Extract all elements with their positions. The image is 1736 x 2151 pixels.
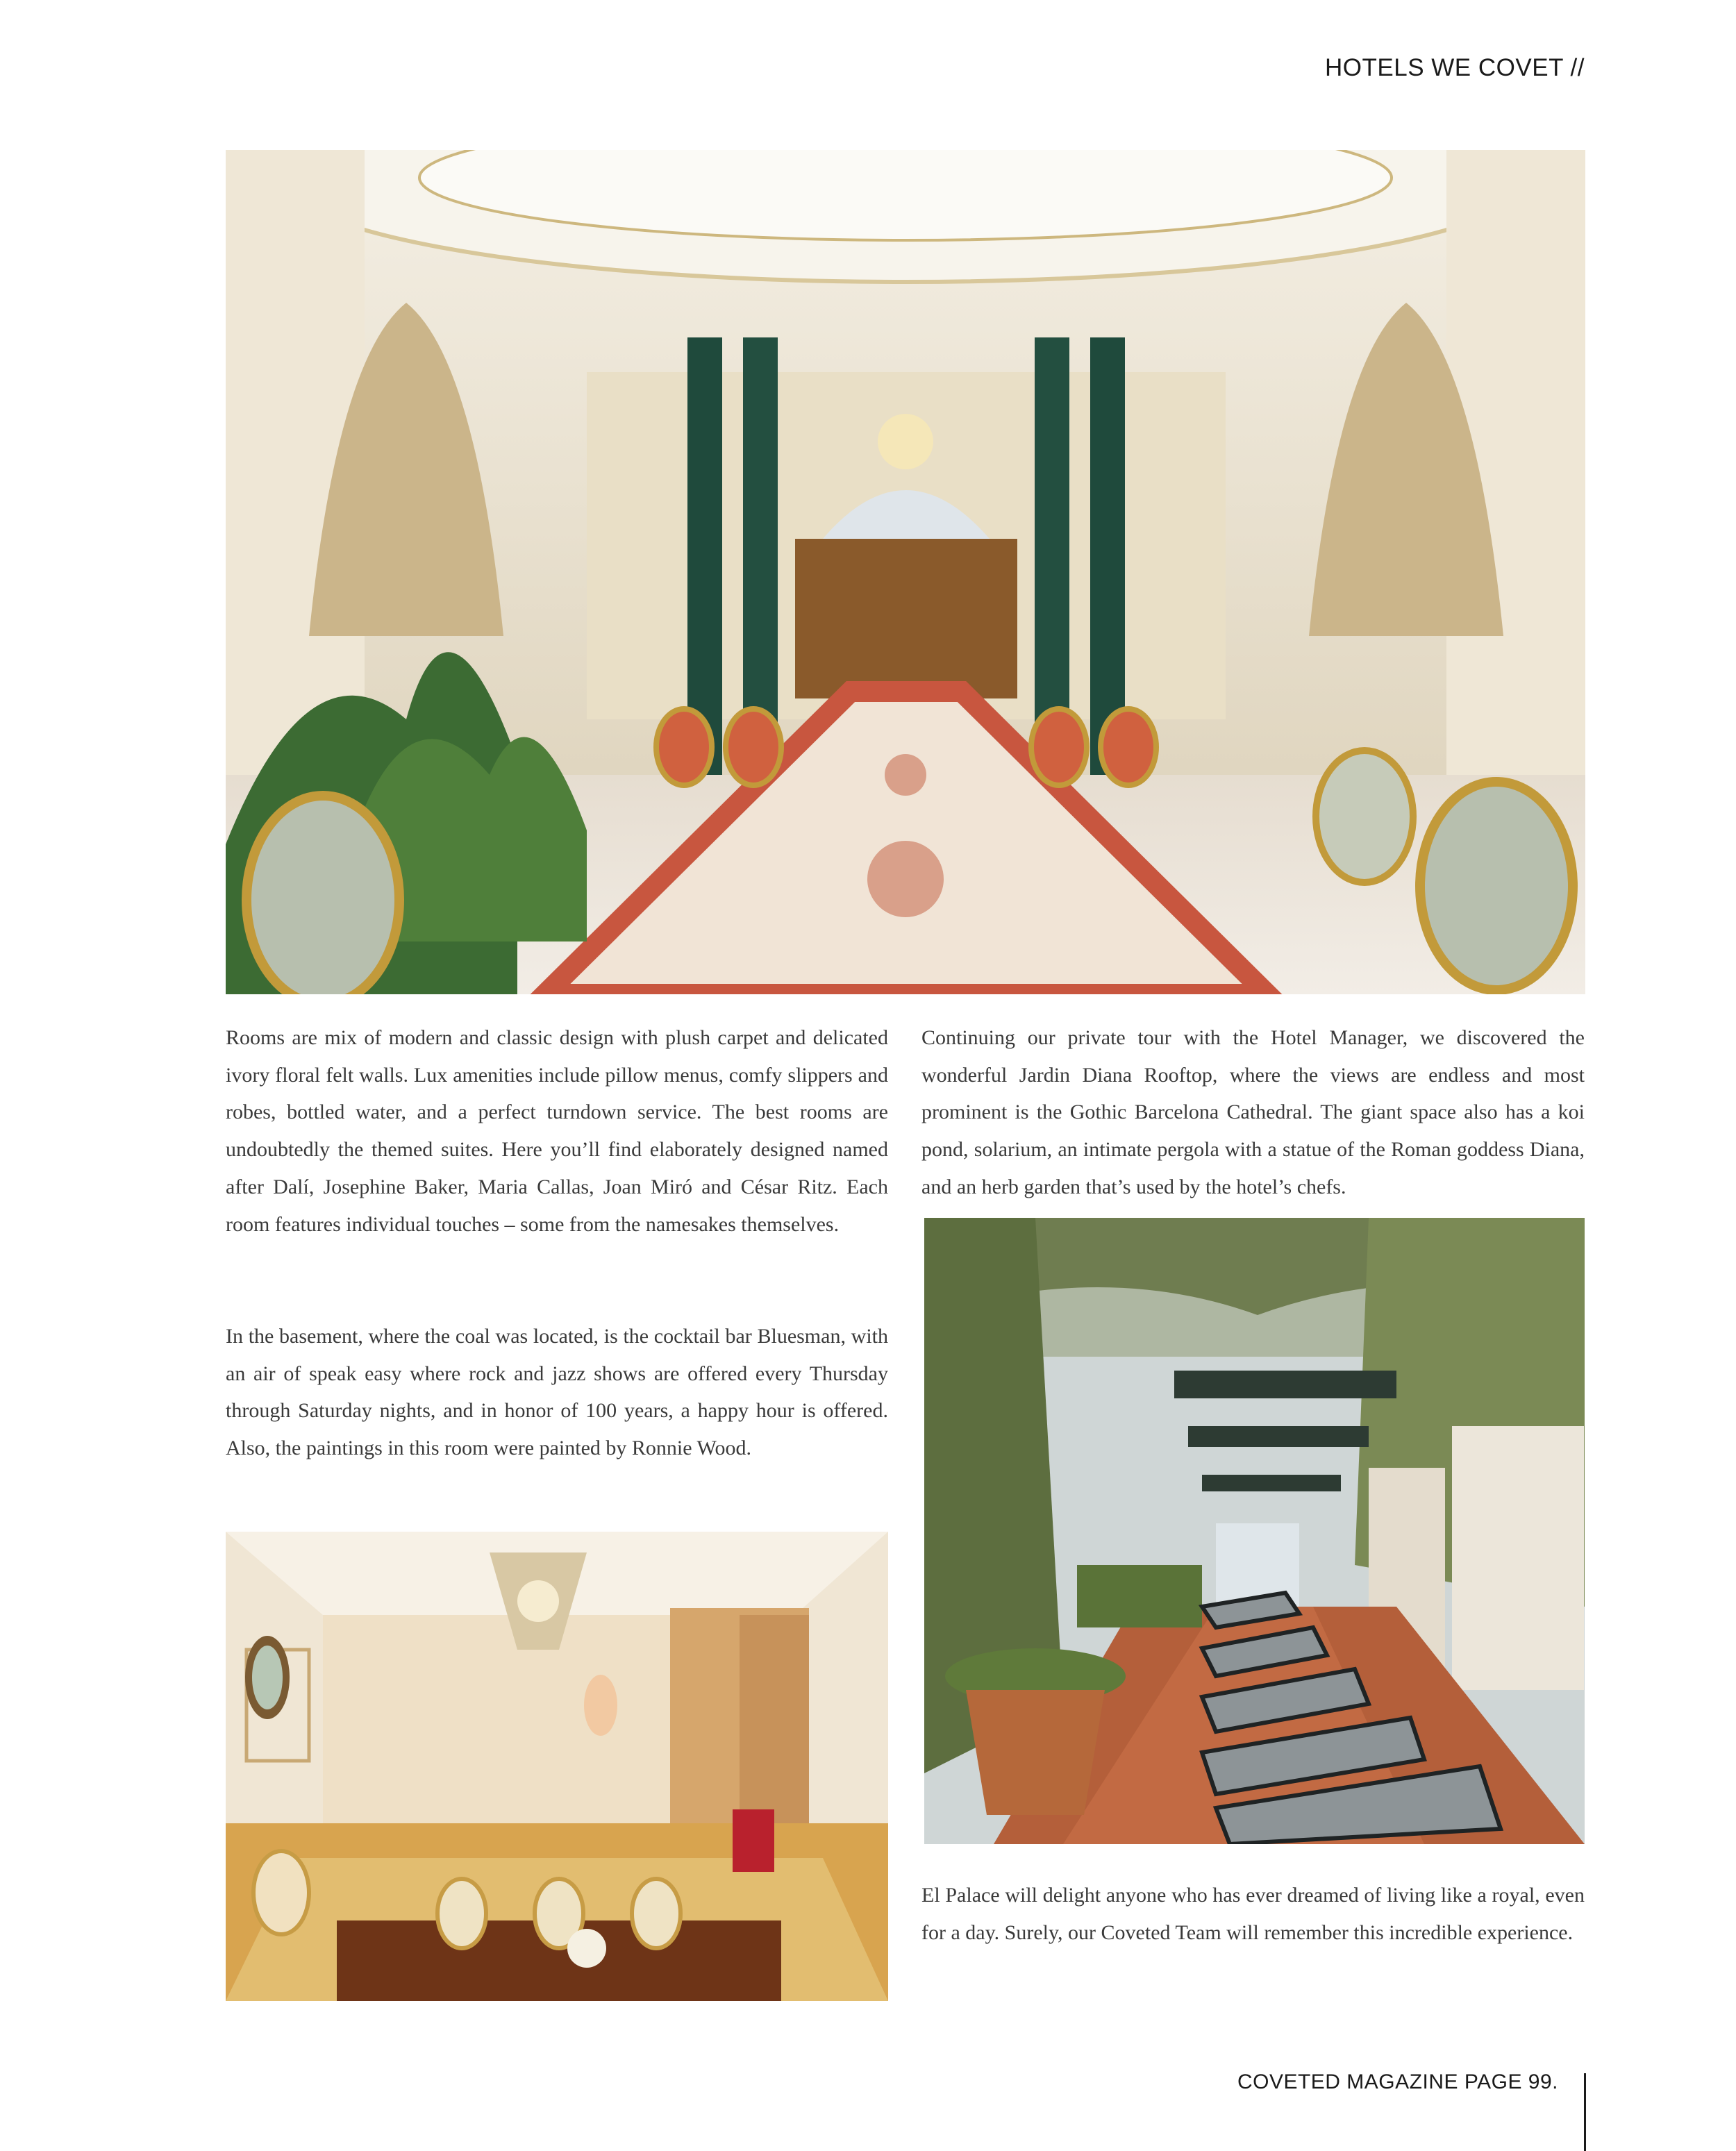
footer-divider bbox=[1584, 2073, 1586, 2151]
lobby-photo bbox=[226, 150, 1585, 994]
suite-illustration bbox=[226, 1532, 888, 2001]
paragraph-text: Continuing our private tour with the Hotel Manager, we discovered the wonderful Jardin Diana Rooftop, where the views are endless and most prominent is the Gothic Barcelona Cathedral. The giant space also has a koi pond, solarium, an intimate pergola with a statue of the Roman goddess Diana, and an herb garden that’s used by the hotel’s chefs. bbox=[921, 1026, 1585, 1198]
article-paragraph-bluesman bbox=[226, 1318, 888, 1467]
article-paragraph-rooftop bbox=[921, 1019, 1585, 1206]
page-footer: COVETED MAGAZINE PAGE 99. bbox=[1237, 2070, 1558, 2093]
paragraph-text: Rooms are mix of modern and classic design with plush carpet and delicated ivory floral felt walls. Lux amenities include pillow menus, comfy slippers and robes, bottled water, and a perfect turndown service. The best rooms are undoubtedly the themed suites. Here you’ll find elaborately designed named after Dalí, Josephine Baker, Maria Callas, Joan Miró and César Ritz. Each room features individual touches – some from the namesakes themselves. bbox=[226, 1026, 888, 1236]
article-paragraph-rooms bbox=[226, 1019, 888, 1243]
paragraph-text: El Palace will delight anyone who has ever dreamed of living like a royal, even for a day. Surely, our Coveted Team will remember this incredible experience. bbox=[921, 1884, 1585, 1944]
suite-photo bbox=[226, 1532, 888, 2001]
rooftop-photo bbox=[924, 1218, 1585, 1844]
rooftop-illustration bbox=[924, 1218, 1585, 1844]
section-header: HOTELS WE COVET // bbox=[1325, 54, 1585, 81]
lobby-illustration bbox=[226, 150, 1585, 994]
article-paragraph-conclusion bbox=[921, 1877, 1585, 1951]
paragraph-text: In the basement, where the coal was located, is the cocktail bar Bluesman, with an air of speak easy where rock and jazz shows are offered every Thursday through Saturday nights, and in honor of 100 years, a happy hour is offered. Also, the paintings in this room were painted by Ronnie Wood. bbox=[226, 1325, 888, 1460]
